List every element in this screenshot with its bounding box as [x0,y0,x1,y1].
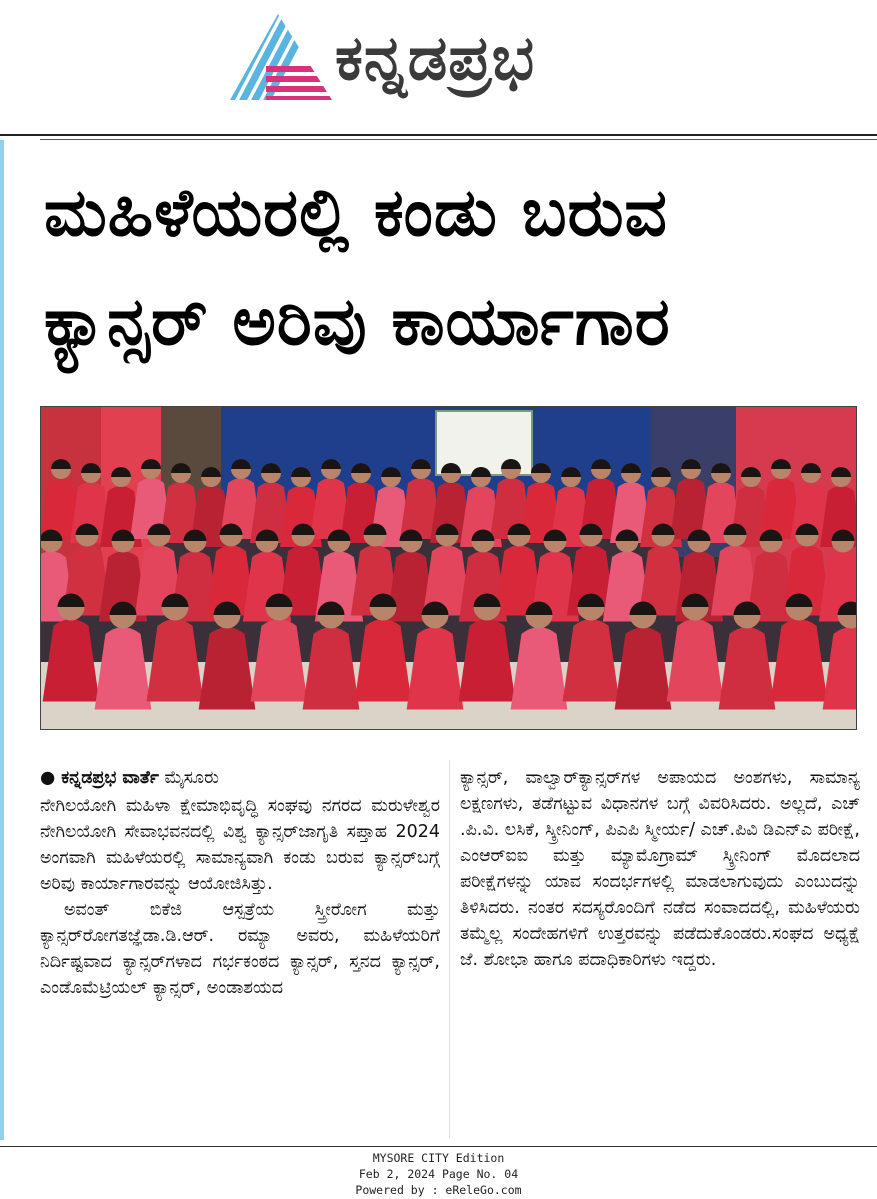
byline-place: ಮೈಸೂರು [164,768,219,788]
page-footer [0,1150,877,1198]
group-photo [40,406,857,730]
triangle-stripes-icon [230,14,332,102]
date-page-label: Feb 2, 2024 Page No. 04 [358,1167,519,1181]
article-paragraph-2: ಅವಂತ್ ಬಿಕೆಜಿ ಆಸ್ಪತ್ರೆಯ ಸ್ತ್ರೀರೋಗ ಮತ್ತು ಕ್ಯಾನ್ಸರ್‌ರೋಗತಜ್ಞೆಡಾ.ಡಿ.ಆರ್. ರಮ್ಯಾ ಅವರು, ಮಹಿಳೆಯರಿಗೆ ನಿರ್ದಿಷ್ಟವಾದ ಕ್ಯಾನ್ಸರ್‌ಗಳಾದ ಗರ್ಭಕಂಠದ ಕ್ಯಾನ್ಸರ್, ಸ್ತನದ ಕ್ಯಾನ್ಸರ್, ಎಂಡೊಮೆಟ್ರಿಯಲ್ ಕ್ಯಾನ್ಸರ್, ಅಂಡಾಶಯದ [40,900,440,998]
article-paragraph-3: ಕ್ಯಾನ್ಸರ್, ವಾಲ್ವಾರ್‌ಕ್ಯಾನ್ಸರ್‌ಗಳ ಅಪಾಯದ ಅಂಶಗಳು, ಸಾಮಾನ್ಯ ಲಕ್ಷಣಗಳು, ತಡೆಗಟ್ಟುವ ವಿಧಾನಗಳ ಬಗ್ಗೆ ವಿವರಿಸಿದರು. ಅಲ್ಲದೆ, ಎಚ್ .ಪಿ.ವಿ. ಲಸಿಕೆ, ಸ್ಕ್ರೀನಿಂಗ್, ಪಿಎಪಿ ಸ್ಮೀರ್ಯ/ ಎಚ್.ಪಿವಿ ಡಿಎನ್‌ಎ ಪರೀಕ್ಷೆ, ಎಂಆರ್‌ಐಐ ಮತ್ತು ಮ್ಯಾಮೊಗ್ರಾಮ್ ಸ್ಕ್ರೀನಿಂಗ್ ಮೊದಲಾದ ಪರೀಕ್ಷೆಗಳನ್ನು ಯಾವ ಸಂದರ್ಭಗಳಲ್ಲಿ ಮಾಡಲಾಗುವುದು ಎಂಬುದನ್ನು ತಿಳಿಸಿದರು. ನಂತರ ಸದಸ್ಯರೊಂದಿಗೆ ನಡೆದ ಸಂವಾದದಲ್ಲಿ, ಮಹಿಳೆಯರು ತಮ್ಮೆಲ್ಲ ಸಂದೇಹಗಳಿಗೆ ಉತ್ತರವನ್ನು ಪಡೆದುಕೊಂಡರು.ಸಂಘದ ಅಧ್ಯಕ್ಷೆ ಜೆ. ಶೋಭಾ ಹಾಗೂ ಪದಾಧಿಕಾರಿಗಳು ಇದ್ದರು. [460,768,860,970]
masthead-rule-thin [40,139,877,140]
article-column-left [40,763,440,1001]
page-edge-accent [0,140,4,1140]
masthead [0,0,877,134]
newspaper-logo-wordmark: ಕನ್ನಡಪ್ರಭ [335,21,536,94]
masthead-rule [0,134,877,136]
footer-rule [0,1146,877,1147]
edition-label: MYSORE CITY Edition [372,1151,505,1165]
article-paragraph-1: ನೇಗಿಲಯೋಗಿ ಮಹಿಳಾ ಕ್ಷೇಮಾಭಿವೃದ್ಧಿ ಸಂಘವು ನಗರದ ಮರುಳೇಶ್ವರ ನೇಗಿಲಯೋಗಿ ಸೇವಾಭವನದಲ್ಲಿ ವಿಶ್ವ ಕ್ಯಾನ್ಸರ್‌ಜಾಗೃತಿ ಸಪ್ತಾಹ 2024 ಅಂಗವಾಗಿ ಮಹಿಳೆಯರಲ್ಲಿ ಸಾಮಾನ್ಯವಾಗಿ ಕಂಡು ಬರುವ ಕ್ಯಾನ್ಸರ್‌ಬಗ್ಗೆ ಅರಿವು ಕಾರ್ಯಾಗಾರವನ್ನು ಆಯೋಜಿಸಿತ್ತು. [40,796,440,894]
powered-by-label: Powered by : eReleGo.com [355,1183,522,1197]
bullet-icon: ● [40,768,56,788]
headline-line-1: ಮಹಿಳೆಯರಲ್ಲಿ ಕಂಡು ಬರುವ [44,174,668,251]
column-divider [449,760,450,1138]
byline-source: ಕನ್ನಡಪ್ರಭ ವಾರ್ತೆ [61,768,159,788]
headline-line-2: ಕ್ಯಾನ್ಸರ್ ಅರಿವು ಕಾರ್ಯಾಗಾರ [44,283,671,360]
article-column-right [460,765,860,973]
byline [40,763,440,793]
